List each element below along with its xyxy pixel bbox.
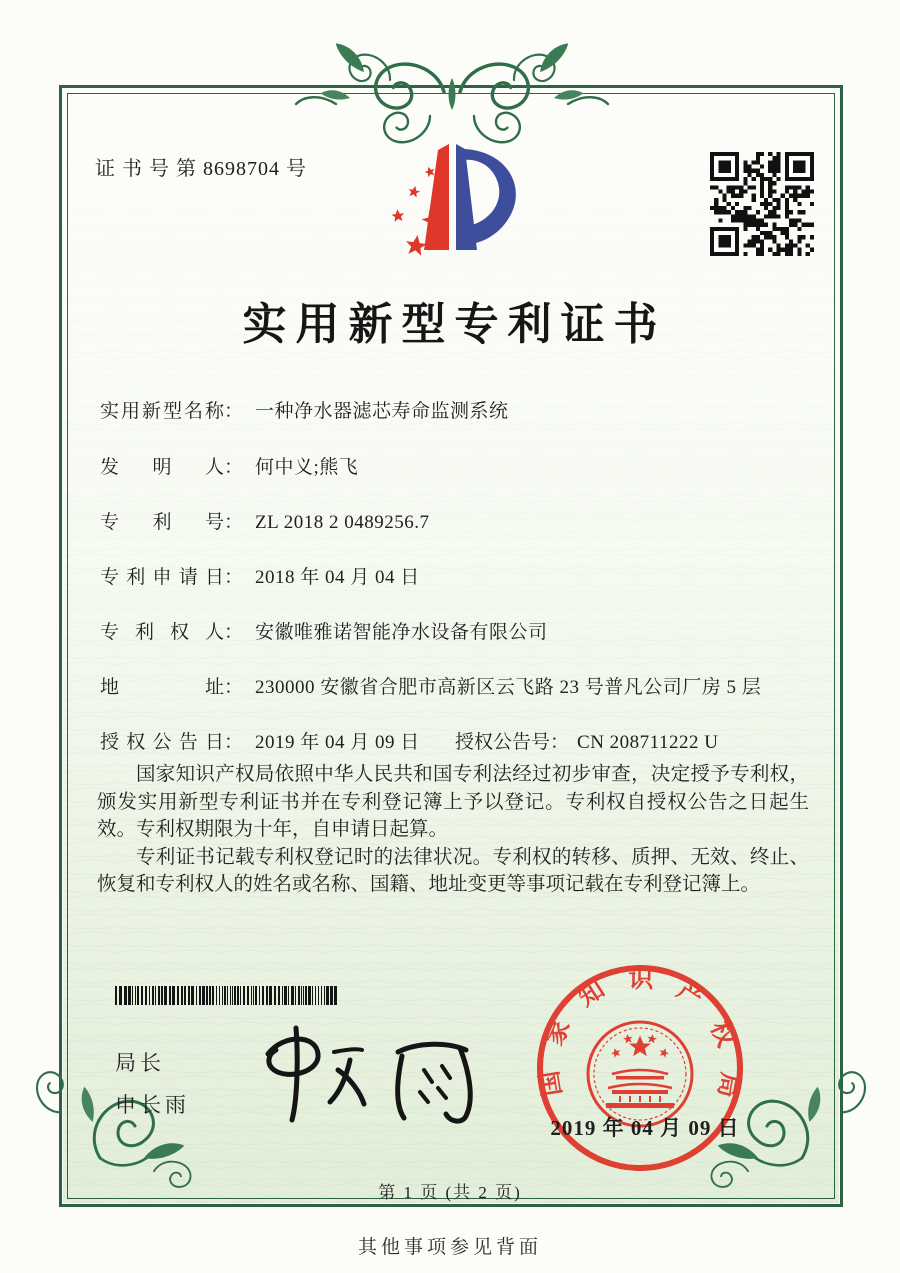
national-emblem bbox=[588, 1022, 692, 1126]
field-label: 地址 bbox=[100, 677, 224, 698]
field-row-address: 地址： 230000 安徽省合肥市高新区云飞路 23 号普凡公司厂房 5 层 bbox=[100, 672, 815, 699]
field-value: ZL 2018 2 0489256.7 bbox=[255, 512, 430, 533]
page-indicator: 第 1 页 (共 2 页) bbox=[378, 1183, 522, 1202]
cnipa-seal bbox=[532, 960, 748, 1176]
field-row-patentee: 专利权人： 安徽唯雅诺智能净水设备有限公司 bbox=[100, 617, 815, 644]
legal-text bbox=[97, 761, 809, 899]
barcode bbox=[115, 986, 343, 1005]
field-value: 2018 年 04 月 04 日 bbox=[255, 567, 420, 588]
field-value: 安徽唯雅诺智能净水设备有限公司 bbox=[255, 622, 548, 643]
field-value: CN 208711222 U bbox=[577, 732, 719, 753]
field-value: 一种净水器滤芯寿命监测系统 bbox=[255, 401, 509, 422]
field-label: 授权公告日 bbox=[100, 732, 224, 753]
seal-text: 国家知识产权局 bbox=[536, 966, 744, 1100]
legal-paragraph-2: 专利证书记载专利权登记时的法律状况。专利权的转移、质押、无效、终止、恢复和专利权人的姓名或名称、国籍、地址变更等事项记载在专利登记簿上。 bbox=[97, 846, 809, 895]
field-label: 实用新型名称 bbox=[100, 401, 224, 422]
certificate-number: 证 书 号 第 8698704 号 bbox=[95, 158, 307, 180]
field-value: 2019 年 04 月 09 日 bbox=[255, 732, 420, 753]
field-row-patent-no: 专利号： ZL 2018 2 0489256.7 bbox=[100, 507, 815, 534]
field-label: 授权公告号 bbox=[455, 732, 551, 753]
field-row-name: 实用新型名称： 一种净水器滤芯寿命监测系统 bbox=[100, 396, 815, 423]
field-label: 专利权人 bbox=[100, 622, 224, 643]
qr-code bbox=[710, 152, 814, 256]
field-pair-grant-number: 授权公告号： CN 208711222 U bbox=[455, 732, 719, 753]
seal-date: 2019 年 04 月 09 日 bbox=[550, 1116, 740, 1140]
field-label: 发明人 bbox=[100, 457, 224, 478]
field-row-filing-date: 专利申请日： 2018 年 04 月 04 日 bbox=[100, 562, 815, 589]
field-row-grant: 授权公告日： 2019 年 04 月 09 日 授权公告号： CN 208711222 U bbox=[100, 727, 815, 754]
svg-text:国家知识产权局 bbox=[535, 965, 744, 1100]
cnipa-logo-icon bbox=[372, 138, 524, 258]
field-value: 230000 安徽省合肥市高新区云飞路 23 号普凡公司厂房 5 层 bbox=[255, 677, 762, 698]
director-title: 局长 bbox=[115, 1051, 165, 1075]
field-label: 专利号 bbox=[100, 512, 224, 533]
field-row-inventor: 发明人： 何中义;熊飞 bbox=[100, 452, 815, 479]
director-signature bbox=[238, 1022, 488, 1127]
certificate-title: 实用新型专利证书 bbox=[242, 300, 667, 349]
field-label: 专利申请日 bbox=[100, 567, 224, 588]
back-side-note: 其他事项参见背面 bbox=[357, 1237, 542, 1258]
field-value: 何中义;熊飞 bbox=[255, 457, 359, 478]
director-name: 申长雨 bbox=[115, 1093, 190, 1117]
legal-paragraph-1: 国家知识产权局依照中华人民共和国专利法经过初步审查，决定授予专利权，颁发实用新型专利证书并在专利登记簿上予以登记。专利权自授权公告之日起生效。专利权期限为十年，自申请日起算。 bbox=[97, 764, 809, 840]
